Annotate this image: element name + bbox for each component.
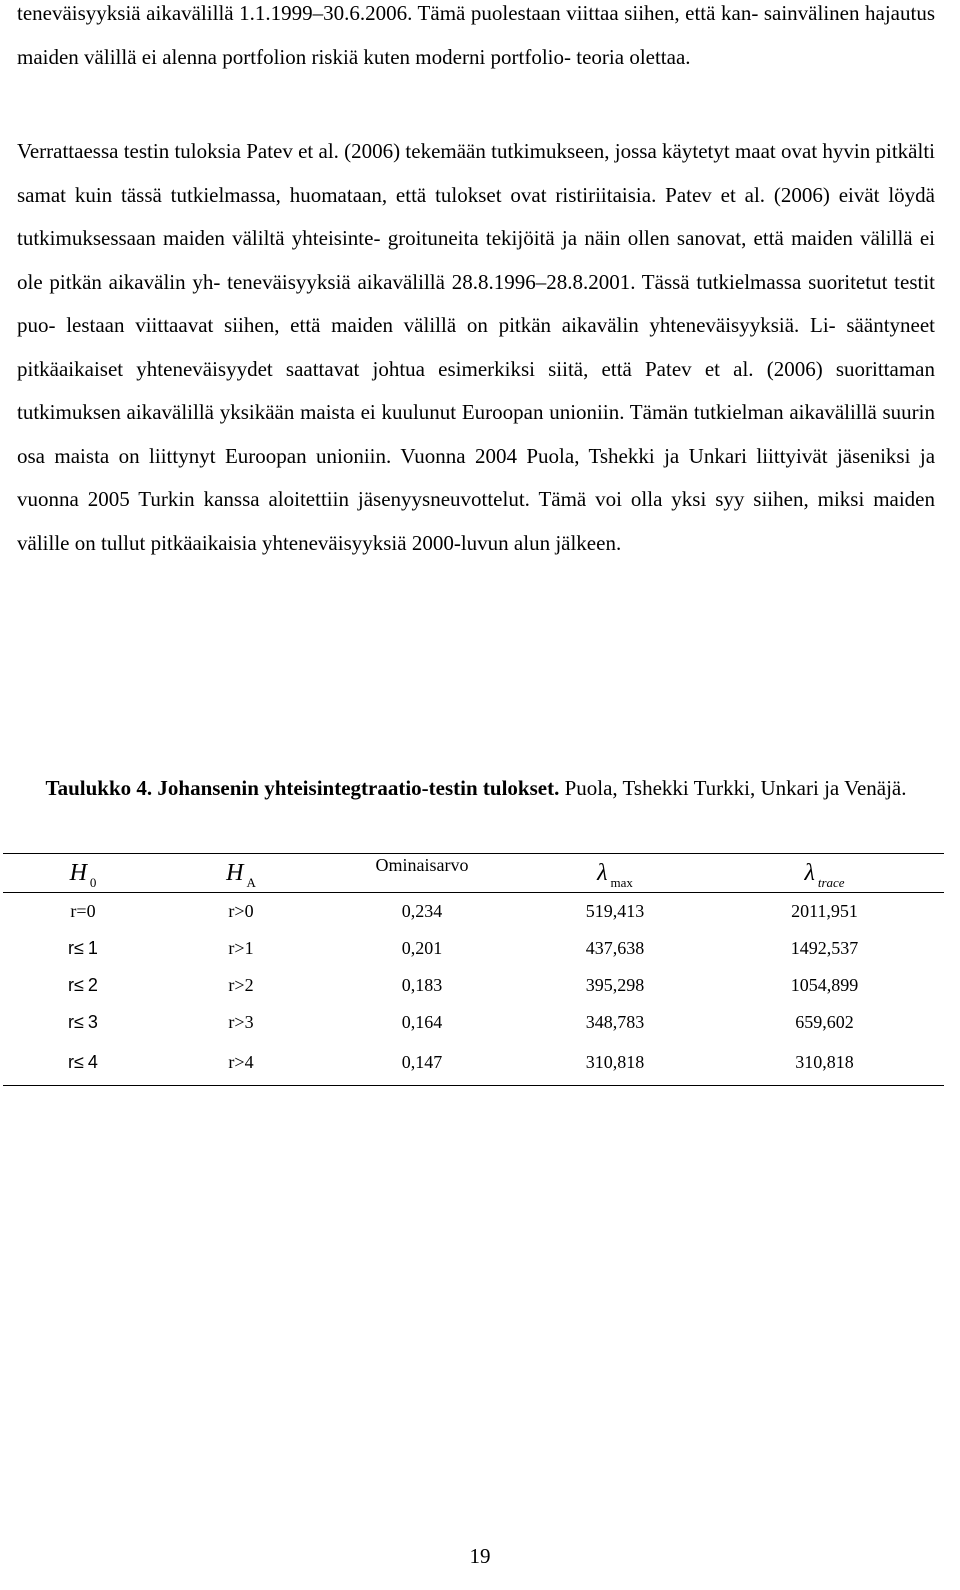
header-h0: H $_0$	[69, 859, 97, 890]
cell-h0: r=0	[70, 900, 96, 921]
header-eigenvalue: Ominaisarvo	[375, 854, 469, 875]
cell-h0: r≤ 2	[68, 974, 98, 995]
table-row	[3, 930, 944, 967]
table-caption	[17, 766, 935, 810]
cell-eigenvalue: 0,234	[401, 900, 443, 921]
cell-ha: r>2	[228, 974, 254, 995]
p1-line-1: teneväisyyksiä aikavälillä 1.1.1999–30.6.2006. Tämä puolestaan viittaa siihen, että kan-	[17, 1, 759, 25]
paragraph-2	[17, 130, 935, 565]
p2-line-12: tullut pitkäaikaisia yhteneväisyyksiä 2000-luvun alun jälkeen.	[100, 530, 622, 555]
table-row	[3, 1041, 944, 1086]
cell-lambda-trace: 1054,899	[790, 974, 859, 995]
table-row	[3, 1004, 944, 1041]
paragraph-1	[17, 0, 935, 79]
cell-lambda-max: 395,298	[585, 974, 645, 995]
p2-line-11: aloitettiin jäsenyysneuvottelut. Tämä voi olla yksi syy siihen, miksi maiden välille on	[17, 487, 935, 555]
p2-line-9: unioniin. Tämän tutkielman aikavälillä suurin osa maista on liittynyt Euroopan unioniin.	[17, 400, 936, 468]
cell-lambda-trace: 659,602	[795, 1011, 854, 1032]
cell-eigenvalue: 0,147	[401, 1052, 443, 1073]
p1-line-3: teoria olettaa.	[576, 44, 691, 69]
cell-h0: r≤ 4	[68, 1052, 98, 1073]
table-row	[3, 893, 944, 930]
p2-line-8: al. (2006) suorittaman tutkimuksen aikavälillä yksikään maista ei kuulunut Euroopan	[17, 356, 935, 424]
p2-line-10: Vuonna 2004 Puola, Tshekki ja Unkari liittyivät jäseniksi ja vuonna 2005 Turkin kanssa	[17, 443, 936, 511]
cell-lambda-trace: 310,818	[795, 1052, 854, 1073]
table-header-row	[3, 854, 944, 893]
cell-h0: r≤ 3	[68, 1011, 98, 1032]
table-row	[3, 967, 944, 1004]
cell-ha: r>1	[228, 937, 254, 958]
header-lambda-max: λ $_{max}$	[597, 859, 633, 890]
header-ha: H $_A$	[226, 859, 256, 890]
cell-ha: r>3	[228, 1011, 254, 1032]
cell-lambda-max: 310,818	[585, 1052, 645, 1073]
cell-lambda-max: 519,413	[585, 900, 645, 921]
cell-ha: r>0	[228, 900, 254, 921]
header-lambda-trace: λ $_{trace}$	[804, 859, 845, 890]
results-table	[3, 853, 944, 1086]
cell-eigenvalue: 0,201	[401, 937, 443, 958]
p2-line-6: lestaan viittaavat siihen, että maiden välillä on pitkän aikavälin yhteneväisyyksiä. Li-	[66, 313, 836, 337]
p1-line-2: sainvälinen hajautus maiden välillä ei alenna portfolion riskiä kuten moderni portfolio-	[17, 1, 935, 69]
p2-line-5: teneväisyyksiä aikavälillä 28.8.1996–28.8.2001. Tässä tutkielmassa suoritetut testit puo-	[17, 269, 936, 337]
cell-lambda-max: 437,638	[585, 937, 645, 958]
cell-eigenvalue: 0,164	[401, 1011, 443, 1032]
caption-title: Taulukko 4. Johansenin yhteisintegtraatio-testin tulokset.	[45, 776, 560, 800]
cell-eigenvalue: 0,183	[401, 974, 443, 995]
cell-h0: r≤ 1	[68, 937, 98, 958]
cell-lambda-max: 348,783	[585, 1011, 645, 1032]
p2-line-3: ristiriitaisia. Patev et al. (2006) eivät löydä tutkimuksessaan maiden väliltä yhteisinte-	[17, 182, 936, 250]
caption-text: Puola, Tshekki Turkki, Unkari ja Venäjä.	[564, 776, 907, 800]
p2-line-2: maat ovat hyvin pitkälti samat kuin tässä tutkielmassa, huomataan, että tulokset ovat	[17, 139, 936, 207]
p2-line-1: Verrattaessa testin tuloksia Patev et al. (2006) tekemään tutkimukseen, jossa käytetyt	[17, 139, 730, 163]
p2-line-4: groituneita tekijöitä ja näin ollen sanovat, että maiden välillä ei ole pitkän aikavälin yh-	[17, 226, 935, 294]
cell-lambda-trace: 2011,951	[791, 900, 858, 921]
page-number: 19	[469, 1544, 491, 1568]
cell-ha: r>4	[228, 1052, 254, 1073]
cell-lambda-trace: 1492,537	[790, 937, 859, 958]
p2-line-7: sääntyneet pitkäaikaiset yhteneväisyydet saattavat johtua esimerkiksi siitä, että Patev et	[17, 313, 935, 381]
